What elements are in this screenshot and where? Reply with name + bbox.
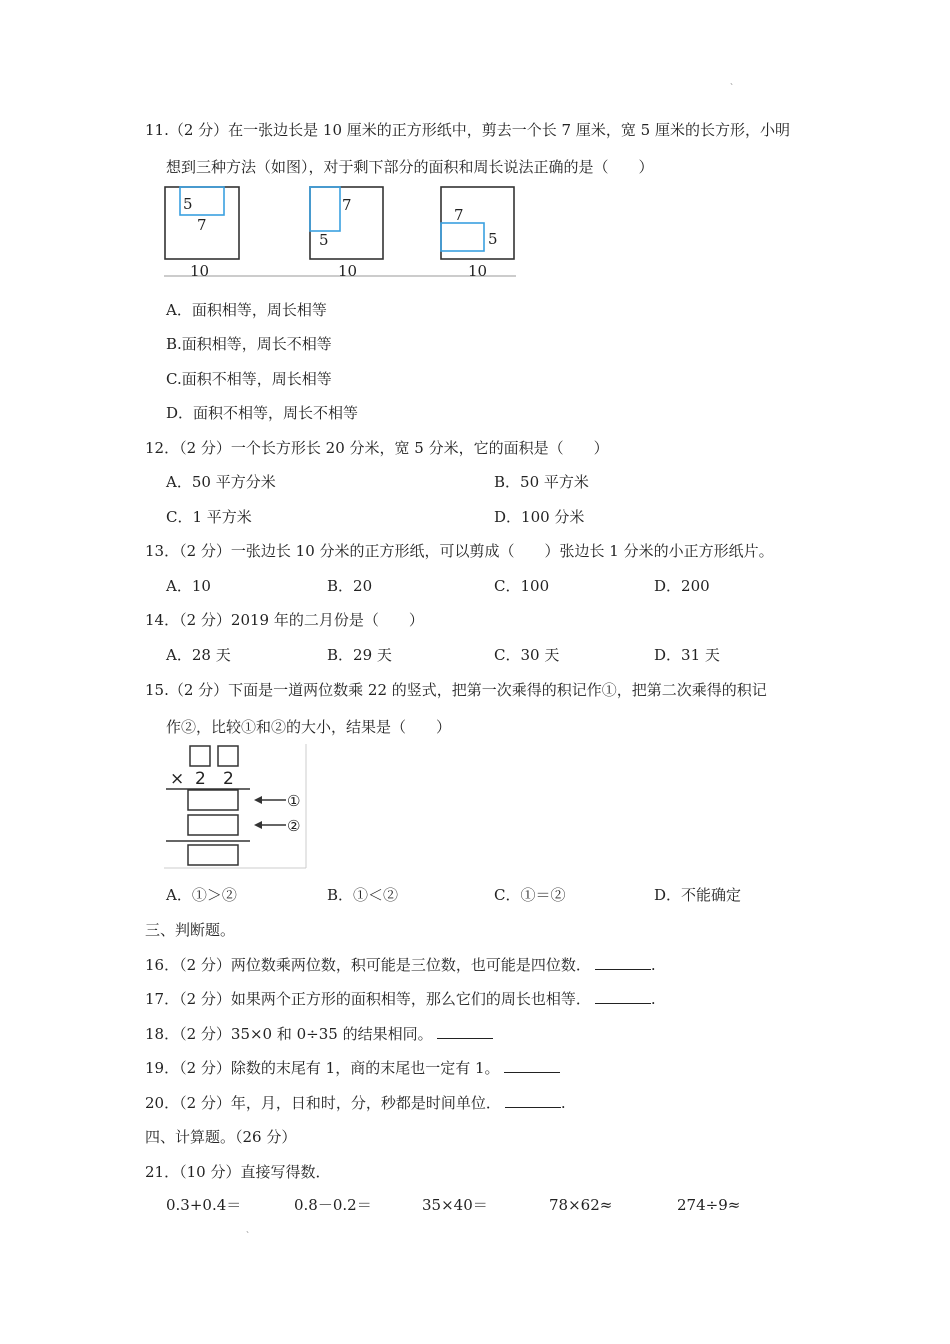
q12-option-d: D．100 分米 [494,508,585,526]
q11-fig-a-length: 7 [197,216,207,234]
q14-option-c: C．30 天 [494,646,560,664]
q15-digit-1: 2 [195,769,206,789]
judge-17-text: 17．（2 分）如果两个正方形的面积相等，那么它们的周长也相等． [145,990,591,1008]
q13-option-b: B．20 [327,577,373,595]
answer-blank-18[interactable] [437,1024,493,1039]
q12-option-a: A．50 平方分米 [166,473,276,491]
page-mark-bottom: 、 [246,1225,254,1234]
q13-option-c: C．100 [494,577,550,595]
q11-stem-line1: 11.（2 分）在一张边长是 10 厘米的正方形纸中，剪去一个长 7 厘米，宽 5 厘米的长方形，小明 [145,121,790,139]
q15-mark-1: ① [287,792,301,810]
q15-times-sign: × [170,769,185,789]
section-3-title: 三、判断题。 [145,921,236,939]
q13-option-a: A．10 [166,577,211,595]
q21-item: 78×62≈ [549,1196,613,1214]
q11-fig-a-width: 5 [183,195,193,213]
judge-17-end: . [650,990,656,1008]
judge-20-end: . [560,1094,566,1112]
q21-item: 0.8－0.2＝ [294,1196,372,1214]
q11-option-a: A．面积相等，周长相等 [166,301,327,319]
judge-18-text: 18．（2 分）35×0 和 0÷35 的结果相同。 [145,1025,433,1043]
q11-option-d: D．面积不相等，周长不相等 [166,404,359,422]
q12-stem: 12．（2 分）一个长方形长 20 分米，宽 5 分米，它的面积是（ ） [145,439,609,457]
q11-fig-a-side-label: 10 [190,262,210,280]
q15-mark-2: ② [287,817,301,835]
q14-option-a: A．28 天 [166,646,231,664]
judge-item [145,1093,566,1113]
q21-item: 274÷9≈ [677,1196,741,1214]
q15-stem-line2: 作②，比较①和②的大小，结果是（ ） [166,718,452,736]
judge-16-text: 16．（2 分）两位数乘两位数，积可能是三位数，也可能是四位数． [145,956,591,974]
q15-option-d: D．不能确定 [654,886,742,904]
q12-option-c: C．1 平方米 [166,508,252,526]
q21-stem: 21．（10 分）直接写得数． [145,1163,331,1181]
judge-16-end: . [650,956,656,974]
q15-figure [164,744,308,870]
judge-19-text: 19．（2 分）除数的末尾有 1，商的末尾也一定有 1。 [145,1059,500,1077]
q14-stem: 14．（2 分）2019 年的二月份是（ ） [145,611,424,629]
q15-stem-line1: 15.（2 分）下面是一道两位数乘 22 的竖式，把第一次乘得的积记作①，把第二次乘得的积记 [145,681,767,699]
page-mark-top: 、 [730,77,738,86]
answer-blank-19[interactable] [504,1058,560,1073]
answer-blank-20[interactable] [505,1093,561,1108]
judge-item [145,989,656,1009]
q14-option-d: D．31 天 [654,646,720,664]
q11-fig-b-width: 5 [319,231,329,249]
answer-blank-16[interactable] [595,955,651,970]
q11-fig-c-length: 7 [454,206,464,224]
q13-option-d: D．200 [654,577,710,595]
q15-option-c: C．①＝② [494,886,566,904]
answer-blank-17[interactable] [595,989,651,1004]
q11-fig-b-length: 7 [342,196,352,214]
q21-item: 35×40＝ [422,1196,488,1214]
q12-option-b: B．50 平方米 [494,473,589,491]
section-4-title: 四、计算题。（26 分） [145,1128,297,1146]
q15-option-a: A．①＞② [166,886,237,904]
q11-option-b: B.面积相等，周长不相等 [166,335,332,353]
q13-stem: 13．（2 分）一张边长 10 分米的正方形纸，可以剪成（ ）张边长 1 分米的小正方形纸片。 [145,542,774,560]
judge-item [145,1024,493,1044]
judge-20-text: 20．（2 分）年，月，日和时，分，秒都是时间单位． [145,1094,501,1112]
q15-digit-2: 2 [223,769,234,789]
q11-fig-c-width: 5 [488,230,498,248]
q11-option-c: C.面积不相等，周长相等 [166,370,332,388]
judge-item [145,1058,560,1078]
q11-stem-line2: 想到三种方法（如图），对于剩下部分的面积和周长说法正确的是（ ） [166,158,654,176]
q21-item: 0.3+0.4＝ [166,1196,242,1214]
q14-option-b: B．29 天 [327,646,392,664]
q11-fig-c-side-label: 10 [468,262,488,280]
judge-item [145,955,656,975]
q15-option-b: B．①＜② [327,886,399,904]
q11-fig-b-side-label: 10 [338,262,358,280]
